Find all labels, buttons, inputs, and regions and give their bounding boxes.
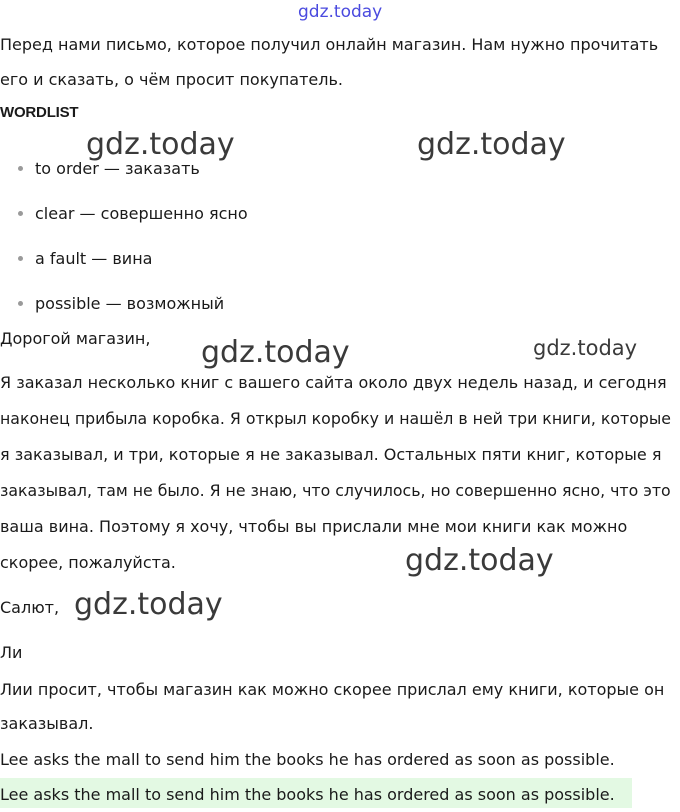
bullet-dot-icon [18, 301, 23, 306]
letter-closing: Салют, [0, 598, 60, 617]
letter-body-line: скорее, пожалуйста. [0, 553, 176, 572]
letter-body-line: заказывал, там не было. Я не знаю, что случилось, но совершенно ясно, что это [0, 481, 671, 500]
intro-line-2: его и сказать, о чём просит покупатель. [0, 70, 343, 89]
letter-signature: Ли [0, 643, 23, 662]
letter-body-line: я заказывал, и три, которые я не заказывал. Остальных пяти книг, которые я [0, 445, 662, 464]
wordlist-heading: WORDLIST [0, 104, 79, 121]
watermark: gdz.today [405, 543, 554, 578]
wordlist-item [18, 249, 152, 269]
letter-body-line: ваша вина. Поэтому я хочу, чтобы вы прислали мне мои книги как можно [0, 517, 628, 536]
answer-en-highlighted: Lee asks the mall to send him the books he has ordered as soon as possible. [0, 785, 615, 804]
bullet-dot-icon [18, 211, 23, 216]
watermark-top: gdz.today [298, 2, 383, 22]
letter-body-line: наконец прибыла коробка. Я открыл коробку и нашёл в ней три книги, которые [0, 409, 671, 428]
watermark: gdz.today [74, 587, 223, 622]
intro-line-1: Перед нами письмо, которое получил онлайн магазин. Нам нужно прочитать [0, 35, 659, 54]
watermark: gdz.today [533, 336, 638, 360]
answer-ru-line: заказывал. [0, 714, 94, 733]
wordlist-item-text: possible — возможный [35, 294, 225, 313]
wordlist-item [18, 294, 224, 314]
watermark: gdz.today [201, 335, 350, 370]
bullet-dot-icon [18, 256, 23, 261]
watermark: gdz.today [86, 127, 235, 162]
wordlist-item [18, 159, 200, 179]
answer-ru-line: Лии просит, чтобы магазин как можно скорее прислал ему книги, которые он [0, 680, 665, 699]
letter-greeting: Дорогой магазин, [0, 329, 151, 348]
letter-body-line: Я заказал несколько книг с вашего сайта около двух недель назад, и сегодня [0, 373, 667, 392]
bullet-dot-icon [18, 166, 23, 171]
answer-en: Lee asks the mall to send him the books he has ordered as soon as possible. [0, 750, 615, 769]
watermark: gdz.today [417, 127, 566, 162]
wordlist-item-text: to order — заказать [35, 159, 200, 178]
wordlist-item [18, 204, 248, 224]
wordlist-item-text: a fault — вина [35, 249, 153, 268]
wordlist-item-text: clear — совершенно ясно [35, 204, 248, 223]
